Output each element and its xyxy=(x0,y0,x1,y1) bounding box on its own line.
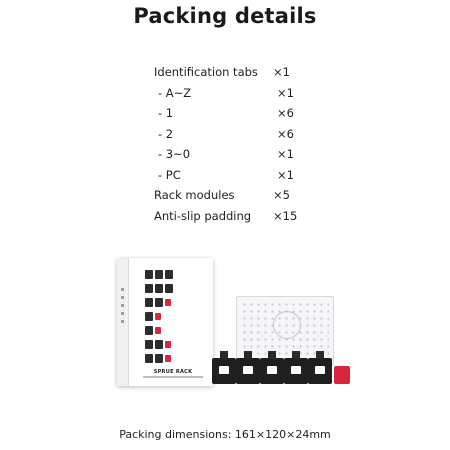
rack-end-cap xyxy=(334,366,350,384)
item-label: - A~Z xyxy=(158,85,192,100)
item-label: - PC xyxy=(158,167,181,182)
tab-row xyxy=(145,340,171,349)
item-label: - 3~0 xyxy=(158,147,191,162)
item-qty: ×6 xyxy=(277,106,294,121)
list-item xyxy=(154,103,314,124)
list-item xyxy=(154,144,314,165)
item-qty: ×6 xyxy=(277,126,294,141)
item-qty: ×1 xyxy=(277,147,294,162)
tab-row xyxy=(145,354,171,363)
box-spine xyxy=(117,258,129,386)
item-qty: ×5 xyxy=(273,188,290,203)
item-label: Anti-slip padding xyxy=(154,208,252,223)
rack-module xyxy=(260,358,284,384)
tab-row xyxy=(145,312,161,321)
item-qty: ×1 xyxy=(277,85,294,100)
page-title: Packing details xyxy=(133,4,317,28)
product-box-image xyxy=(117,258,213,386)
list-item xyxy=(154,124,314,145)
list-item xyxy=(154,83,314,104)
tab-row xyxy=(145,270,173,279)
item-label: Rack modules xyxy=(154,188,235,203)
tab-row xyxy=(145,326,161,335)
rack-module xyxy=(236,358,260,384)
packing-dimensions: Packing dimensions: 161×120×24mm xyxy=(119,428,331,441)
packing-list xyxy=(154,62,314,226)
list-item xyxy=(154,185,314,206)
item-label: - 1 xyxy=(158,106,174,121)
list-item xyxy=(154,165,314,186)
rack-module xyxy=(212,358,236,384)
list-item xyxy=(154,62,314,83)
rack-module xyxy=(308,358,332,384)
rack-module xyxy=(284,358,308,384)
item-qty: ×1 xyxy=(273,65,290,80)
item-qty: ×15 xyxy=(273,208,298,223)
tab-row xyxy=(145,298,171,307)
item-qty: ×1 xyxy=(277,167,294,182)
box-brand-underline xyxy=(143,376,203,378)
list-item xyxy=(154,206,314,227)
item-label: - 2 xyxy=(158,126,174,141)
tab-row xyxy=(145,284,173,293)
item-label: Identification tabs xyxy=(154,65,258,80)
box-brand-label: SPRUE RACK xyxy=(153,369,193,375)
